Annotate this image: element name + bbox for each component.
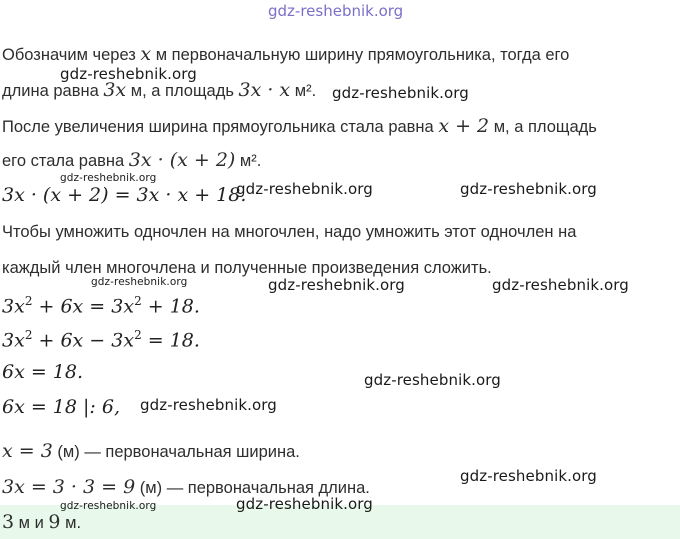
answer: 3 м и 9 м. <box>2 511 82 533</box>
watermark-top: gdz-reshebnik.org <box>268 2 404 20</box>
intro-line-1: Обозначим через x м первоначальную ширину прямоугольника, тогда его <box>2 43 570 65</box>
equation-1: 3x · (x + 2) = 3x · x + 18. <box>2 184 247 206</box>
result-width: x = 3 (м) — первоначальная ширина. <box>2 440 300 462</box>
watermark: gdz-reshebnik.org <box>268 276 405 294</box>
watermark: gdz-reshebnik.org <box>460 180 597 198</box>
equation-4: 6x = 18. <box>2 361 84 383</box>
equation-5: 6x = 18 |: 6, <box>2 396 120 418</box>
watermark: gdz-reshebnik.org <box>60 172 157 184</box>
rule-line-2: каждый член многочлена и полученные произведения сложить. <box>2 259 492 277</box>
equation-2: $3x^2 + 6x = 3x^2 + 18$. <box>2 294 200 318</box>
watermark: gdz-reshebnik.org <box>140 396 277 414</box>
watermark: gdz-reshebnik.org <box>60 65 197 83</box>
watermark: gdz-reshebnik.org <box>492 276 629 294</box>
watermark: gdz-reshebnik.org <box>236 495 373 513</box>
increase-line-1: После увеличения ширина прямоугольника стала равна x + 2 м, а площадь <box>2 115 597 137</box>
result-length: 3x = 3 · 3 = 9 (м) — первоначальная длина. <box>2 476 370 498</box>
equation-3: $3x^2 + 6x - 3x^2 = 18$. <box>2 328 200 352</box>
watermark: gdz-reshebnik.org <box>60 500 157 512</box>
increase-line-2: его стала равна 3x · (x + 2) м². <box>2 149 262 171</box>
watermark: gdz-reshebnik.org <box>364 371 501 389</box>
watermark: gdz-reshebnik.org <box>332 84 469 102</box>
watermark: gdz-reshebnik.org <box>236 180 373 198</box>
watermark: gdz-reshebnik.org <box>91 276 188 288</box>
watermark: gdz-reshebnik.org <box>460 467 597 485</box>
intro-line-2: длина равна 3x м, а площадь 3x · x м². <box>2 79 317 101</box>
rule-line-1: Чтобы умножить одночлен на многочлен, надо умножить этот одночлен на <box>2 223 577 241</box>
